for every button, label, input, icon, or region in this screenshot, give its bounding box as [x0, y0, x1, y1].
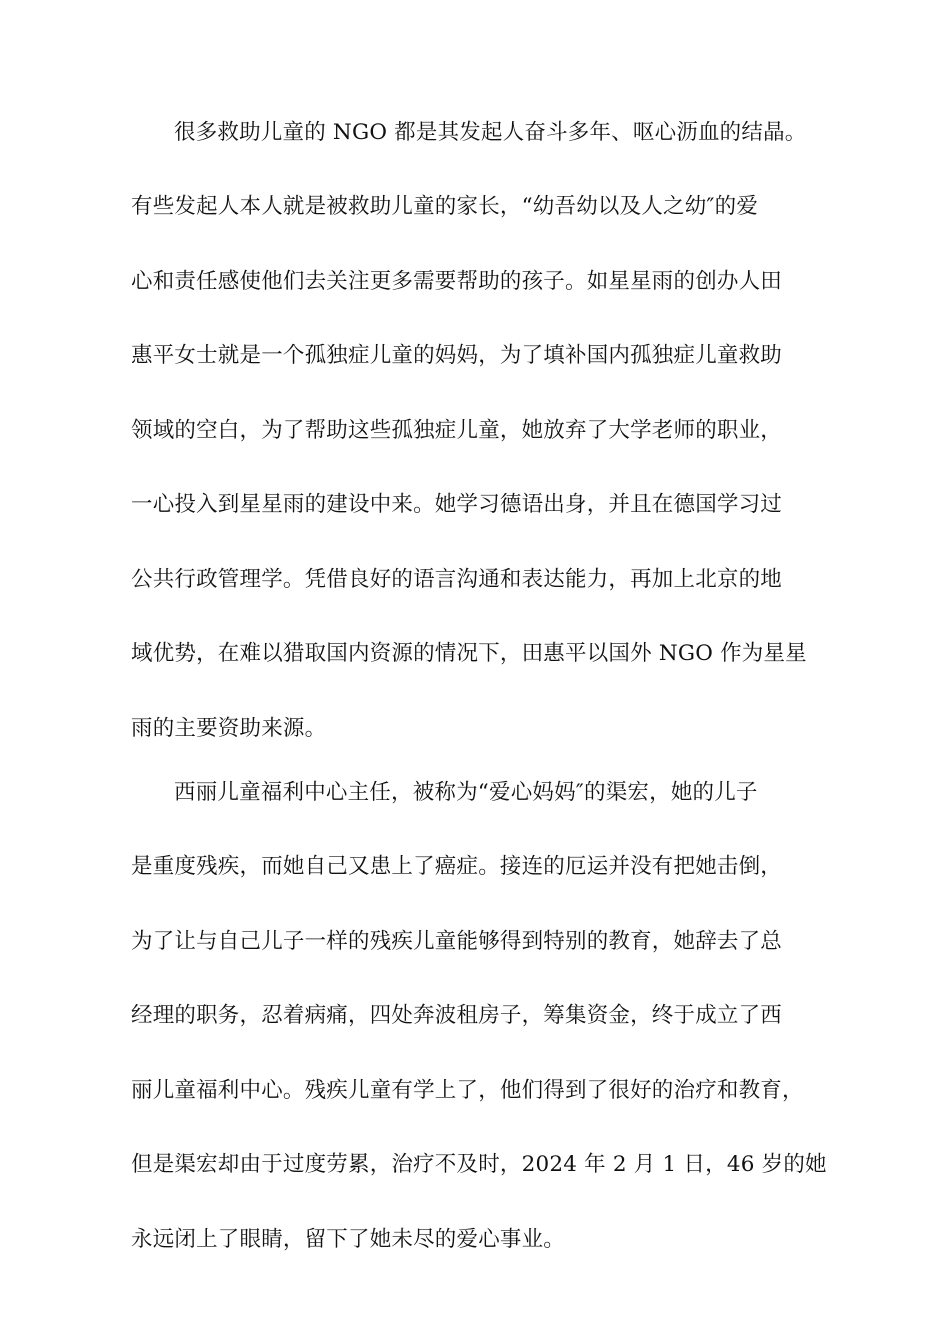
text-line: 是重度残疾，而她自己又患上了癌症。接连的厄运并没有把她击倒，: [131, 854, 783, 879]
text-line: 很多救助儿童的 NGO 都是其发起人奋斗多年、呕心沥血的结晶。: [174, 120, 807, 145]
text-line: 雨的主要资助来源。: [131, 716, 327, 741]
text-line: 域优势，在难以猎取国内资源的情况下，田惠平以国外 NGO 作为星星: [131, 641, 807, 666]
text-line: 西丽儿童福利中心主任，被称为“爱心妈妈″的渠宏，她的儿子: [174, 780, 758, 805]
text-line: 领域的空白，为了帮助这些孤独症儿童，她放弃了大学老师的职业，: [131, 418, 783, 443]
text-line: 一心投入到星星雨的建设中来。她学习德语出身，并且在德国学习过: [131, 492, 783, 517]
text-line: 永远闭上了眼睛，留下了她未尽的爱心事业。: [131, 1227, 566, 1252]
text-line: 为了让与自己儿子一样的残疾儿童能够得到特别的教育，她辞去了总: [131, 929, 783, 954]
text-line: 经理的职务，忍着病痛，四处奔波租房子，筹集资金，终于成立了西: [131, 1003, 783, 1028]
text-line: 公共行政管理学。凭借良好的语言沟通和表达能力，再加上北京的地: [131, 567, 783, 592]
text-line: 丽儿童福利中心。残疾儿童有学上了，他们得到了很好的治疗和教育，: [131, 1078, 804, 1103]
text-line: 心和责任感使他们去关注更多需要帮助的孩子。如星星雨的创办人田: [131, 269, 783, 294]
text-line: 但是渠宏却由于过度劳累，治疗不及时，2024 年 2 月 1 日，46 岁的她: [131, 1152, 827, 1177]
text-line: 惠平女士就是一个孤独症儿童的妈妈，为了填补国内孤独症儿童救助: [131, 343, 783, 368]
text-line: 有些发起人本人就是被救助儿童的家长，“幼吾幼以及人之幼″的爱: [131, 194, 759, 219]
